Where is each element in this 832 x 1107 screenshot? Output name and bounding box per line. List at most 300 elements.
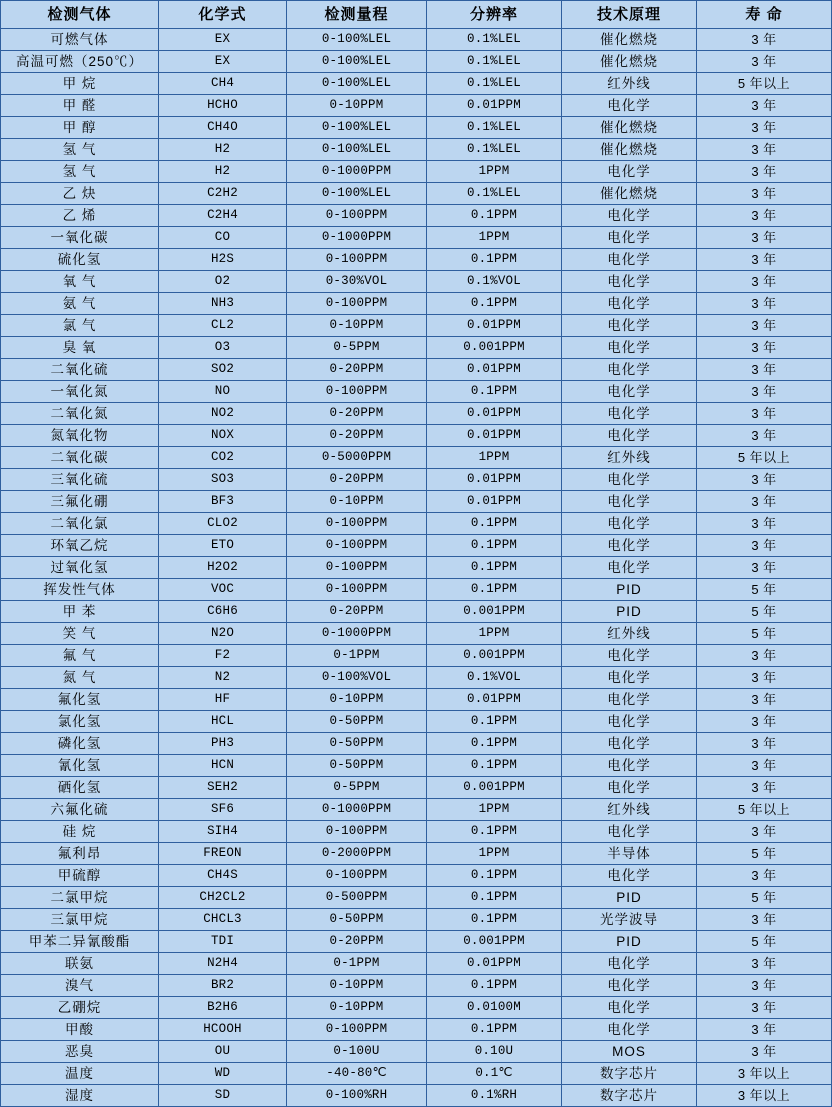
cell-formula: SEH2 xyxy=(159,777,287,799)
cell-range: 0-20PPM xyxy=(287,931,427,953)
cell-formula: CH2CL2 xyxy=(159,887,287,909)
cell-life: 5 年 xyxy=(697,931,832,953)
cell-gas: 甲 醇 xyxy=(1,117,159,139)
cell-range: 0-100%LEL xyxy=(287,183,427,205)
cell-principle: 电化学 xyxy=(562,359,697,381)
cell-resolution: 0.01PPM xyxy=(427,315,562,337)
cell-gas: 高温可燃（250℃） xyxy=(1,51,159,73)
cell-range: 0-2000PPM xyxy=(287,843,427,865)
cell-gas: 氰化氢 xyxy=(1,755,159,777)
cell-principle: 电化学 xyxy=(562,491,697,513)
table-row xyxy=(1,1041,832,1063)
cell-life: 5 年 xyxy=(697,623,832,645)
cell-life: 3 年 xyxy=(697,975,832,997)
cell-range: 0-100%LEL xyxy=(287,51,427,73)
cell-formula: H2 xyxy=(159,161,287,183)
cell-principle: 电化学 xyxy=(562,205,697,227)
cell-range: 0-1PPM xyxy=(287,953,427,975)
cell-range: 0-100%VOL xyxy=(287,667,427,689)
cell-range: 0-100PPM xyxy=(287,205,427,227)
cell-resolution: 0.0100M xyxy=(427,997,562,1019)
cell-formula: BR2 xyxy=(159,975,287,997)
cell-range: 0-10PPM xyxy=(287,997,427,1019)
cell-life: 3 年 xyxy=(697,425,832,447)
cell-resolution: 0.1%LEL xyxy=(427,51,562,73)
cell-life: 3 年 xyxy=(697,755,832,777)
cell-principle: 电化学 xyxy=(562,711,697,733)
table-row xyxy=(1,887,832,909)
cell-principle: 电化学 xyxy=(562,425,697,447)
cell-resolution: 0.1PPM xyxy=(427,909,562,931)
cell-principle: 电化学 xyxy=(562,953,697,975)
table-row xyxy=(1,689,832,711)
cell-resolution: 1PPM xyxy=(427,227,562,249)
cell-resolution: 1PPM xyxy=(427,447,562,469)
cell-formula: VOC xyxy=(159,579,287,601)
cell-principle: 催化燃烧 xyxy=(562,117,697,139)
cell-life: 5 年 xyxy=(697,887,832,909)
cell-formula: HCN xyxy=(159,755,287,777)
cell-formula: HCHO xyxy=(159,95,287,117)
cell-gas: 三氟化硼 xyxy=(1,491,159,513)
cell-resolution: 0.001PPM xyxy=(427,645,562,667)
cell-gas: 氧 气 xyxy=(1,271,159,293)
table-row xyxy=(1,645,832,667)
table-row xyxy=(1,997,832,1019)
cell-gas: 过氧化氢 xyxy=(1,557,159,579)
cell-resolution: 0.1PPM xyxy=(427,887,562,909)
table-row xyxy=(1,821,832,843)
cell-gas: 臭 氧 xyxy=(1,337,159,359)
table-header xyxy=(1,1,832,29)
cell-resolution: 0.1PPM xyxy=(427,205,562,227)
cell-range: 0-100%RH xyxy=(287,1085,427,1107)
cell-range: 0-100U xyxy=(287,1041,427,1063)
cell-principle: 催化燃烧 xyxy=(562,139,697,161)
cell-resolution: 0.1%VOL xyxy=(427,667,562,689)
cell-gas: 氢 气 xyxy=(1,161,159,183)
cell-resolution: 0.01PPM xyxy=(427,425,562,447)
cell-resolution: 0.1℃ xyxy=(427,1063,562,1085)
cell-formula: B2H6 xyxy=(159,997,287,1019)
cell-life: 3 年 xyxy=(697,777,832,799)
cell-range: 0-100PPM xyxy=(287,381,427,403)
cell-principle: 电化学 xyxy=(562,975,697,997)
cell-range: 0-50PPM xyxy=(287,909,427,931)
cell-resolution: 0.1%LEL xyxy=(427,139,562,161)
cell-formula: CL2 xyxy=(159,315,287,337)
cell-life: 3 年 xyxy=(697,315,832,337)
cell-resolution: 0.1PPM xyxy=(427,755,562,777)
cell-principle: 电化学 xyxy=(562,293,697,315)
cell-formula: CH4 xyxy=(159,73,287,95)
cell-life: 3 年 xyxy=(697,667,832,689)
table-row xyxy=(1,865,832,887)
cell-life: 3 年 xyxy=(697,95,832,117)
cell-gas: 笑 气 xyxy=(1,623,159,645)
cell-range: 0-10PPM xyxy=(287,95,427,117)
cell-formula: PH3 xyxy=(159,733,287,755)
table-row xyxy=(1,535,832,557)
cell-range: 0-100PPM xyxy=(287,293,427,315)
cell-gas: 甲 烷 xyxy=(1,73,159,95)
cell-range: 0-20PPM xyxy=(287,359,427,381)
column-header-resolution: 分辨率 xyxy=(427,1,562,29)
cell-principle: 电化学 xyxy=(562,557,697,579)
table-row xyxy=(1,249,832,271)
table-row xyxy=(1,777,832,799)
cell-formula: O2 xyxy=(159,271,287,293)
cell-life: 5 年 xyxy=(697,843,832,865)
cell-formula: N2 xyxy=(159,667,287,689)
cell-gas: 甲 苯 xyxy=(1,601,159,623)
cell-principle: 数字芯片 xyxy=(562,1063,697,1085)
cell-range: 0-10PPM xyxy=(287,975,427,997)
cell-principle: 电化学 xyxy=(562,315,697,337)
cell-resolution: 0.1PPM xyxy=(427,821,562,843)
cell-resolution: 0.1PPM xyxy=(427,381,562,403)
cell-life: 3 年 xyxy=(697,645,832,667)
cell-principle: 电化学 xyxy=(562,337,697,359)
cell-principle: 电化学 xyxy=(562,865,697,887)
table-row xyxy=(1,711,832,733)
cell-resolution: 0.1PPM xyxy=(427,711,562,733)
cell-life: 3 年 xyxy=(697,821,832,843)
table-row xyxy=(1,161,832,183)
cell-gas: 氟化氢 xyxy=(1,689,159,711)
cell-range: 0-100PPM xyxy=(287,1019,427,1041)
cell-life: 3 年 xyxy=(697,711,832,733)
cell-principle: 电化学 xyxy=(562,271,697,293)
cell-life: 3 年 xyxy=(697,117,832,139)
cell-resolution: 1PPM xyxy=(427,161,562,183)
table-row xyxy=(1,909,832,931)
cell-formula: TDI xyxy=(159,931,287,953)
cell-formula: SO3 xyxy=(159,469,287,491)
table-row xyxy=(1,667,832,689)
cell-range: 0-5PPM xyxy=(287,337,427,359)
cell-life: 3 年 xyxy=(697,513,832,535)
cell-gas: 二氯甲烷 xyxy=(1,887,159,909)
table-row xyxy=(1,975,832,997)
cell-gas: 联氨 xyxy=(1,953,159,975)
table-row xyxy=(1,579,832,601)
cell-principle: 电化学 xyxy=(562,403,697,425)
table-header-row xyxy=(1,1,832,29)
cell-gas: 甲酸 xyxy=(1,1019,159,1041)
cell-life: 5 年以上 xyxy=(697,73,832,95)
cell-gas: 硅 烷 xyxy=(1,821,159,843)
cell-range: 0-100PPM xyxy=(287,249,427,271)
cell-resolution: 0.001PPM xyxy=(427,601,562,623)
cell-principle: 光学波导 xyxy=(562,909,697,931)
column-header-principle: 技术原理 xyxy=(562,1,697,29)
cell-life: 3 年以上 xyxy=(697,1063,832,1085)
cell-formula: FREON xyxy=(159,843,287,865)
table-row xyxy=(1,95,832,117)
cell-resolution: 0.1%LEL xyxy=(427,73,562,95)
cell-life: 3 年 xyxy=(697,381,832,403)
cell-resolution: 0.1PPM xyxy=(427,557,562,579)
cell-resolution: 1PPM xyxy=(427,623,562,645)
cell-range: -40-80℃ xyxy=(287,1063,427,1085)
cell-life: 3 年 xyxy=(697,227,832,249)
cell-resolution: 0.1PPM xyxy=(427,513,562,535)
cell-principle: 电化学 xyxy=(562,645,697,667)
cell-life: 3 年 xyxy=(697,337,832,359)
table-row xyxy=(1,205,832,227)
cell-gas: 溴气 xyxy=(1,975,159,997)
cell-life: 3 年 xyxy=(697,557,832,579)
cell-gas: 二氧化碳 xyxy=(1,447,159,469)
cell-resolution: 0.1%RH xyxy=(427,1085,562,1107)
cell-gas: 二氧化氯 xyxy=(1,513,159,535)
cell-range: 0-1000PPM xyxy=(287,161,427,183)
cell-range: 0-20PPM xyxy=(287,601,427,623)
cell-life: 3 年 xyxy=(697,29,832,51)
table-row xyxy=(1,447,832,469)
cell-principle: 红外线 xyxy=(562,623,697,645)
cell-life: 3 年 xyxy=(697,293,832,315)
table-row xyxy=(1,183,832,205)
cell-formula: SD xyxy=(159,1085,287,1107)
cell-range: 0-100PPM xyxy=(287,513,427,535)
cell-principle: MOS xyxy=(562,1041,697,1063)
cell-range: 0-50PPM xyxy=(287,755,427,777)
cell-range: 0-5000PPM xyxy=(287,447,427,469)
cell-range: 0-50PPM xyxy=(287,733,427,755)
cell-principle: 数字芯片 xyxy=(562,1085,697,1107)
table-row xyxy=(1,843,832,865)
cell-resolution: 0.01PPM xyxy=(427,689,562,711)
cell-principle: 电化学 xyxy=(562,755,697,777)
cell-principle: 电化学 xyxy=(562,469,697,491)
cell-principle: 催化燃烧 xyxy=(562,183,697,205)
cell-gas: 氟利昂 xyxy=(1,843,159,865)
table-row xyxy=(1,139,832,161)
cell-gas: 环氧乙烷 xyxy=(1,535,159,557)
cell-principle: 催化燃烧 xyxy=(562,51,697,73)
table-row xyxy=(1,491,832,513)
cell-gas: 温度 xyxy=(1,1063,159,1085)
cell-life: 5 年以上 xyxy=(697,447,832,469)
cell-life: 3 年 xyxy=(697,733,832,755)
cell-range: 0-100%LEL xyxy=(287,73,427,95)
cell-gas: 氮 气 xyxy=(1,667,159,689)
cell-formula: H2 xyxy=(159,139,287,161)
cell-principle: 电化学 xyxy=(562,95,697,117)
table-row xyxy=(1,469,832,491)
cell-formula: NO xyxy=(159,381,287,403)
cell-principle: PID xyxy=(562,931,697,953)
cell-formula: HCOOH xyxy=(159,1019,287,1041)
cell-gas: 恶臭 xyxy=(1,1041,159,1063)
cell-gas: 一氧化氮 xyxy=(1,381,159,403)
cell-gas: 氮氧化物 xyxy=(1,425,159,447)
cell-range: 0-1PPM xyxy=(287,645,427,667)
cell-principle: 电化学 xyxy=(562,227,697,249)
table-row xyxy=(1,51,832,73)
cell-principle: 红外线 xyxy=(562,799,697,821)
cell-resolution: 0.1PPM xyxy=(427,249,562,271)
table-row xyxy=(1,799,832,821)
cell-principle: 红外线 xyxy=(562,73,697,95)
cell-range: 0-20PPM xyxy=(287,469,427,491)
cell-gas: 甲 醛 xyxy=(1,95,159,117)
cell-principle: 电化学 xyxy=(562,667,697,689)
cell-formula: ETO xyxy=(159,535,287,557)
cell-gas: 乙硼烷 xyxy=(1,997,159,1019)
cell-resolution: 0.001PPM xyxy=(427,931,562,953)
table-row xyxy=(1,73,832,95)
cell-life: 3 年 xyxy=(697,689,832,711)
cell-formula: NH3 xyxy=(159,293,287,315)
cell-formula: CH4O xyxy=(159,117,287,139)
table-row xyxy=(1,733,832,755)
cell-principle: 电化学 xyxy=(562,513,697,535)
cell-gas: 可燃气体 xyxy=(1,29,159,51)
cell-resolution: 0.001PPM xyxy=(427,777,562,799)
cell-resolution: 0.1PPM xyxy=(427,733,562,755)
cell-gas: 湿度 xyxy=(1,1085,159,1107)
cell-range: 0-20PPM xyxy=(287,403,427,425)
cell-formula: EX xyxy=(159,29,287,51)
column-header-range: 检测量程 xyxy=(287,1,427,29)
cell-range: 0-10PPM xyxy=(287,689,427,711)
cell-formula: OU xyxy=(159,1041,287,1063)
cell-formula: CO2 xyxy=(159,447,287,469)
cell-resolution: 0.01PPM xyxy=(427,953,562,975)
table-row xyxy=(1,1019,832,1041)
cell-resolution: 0.1%VOL xyxy=(427,271,562,293)
cell-range: 0-100%LEL xyxy=(287,139,427,161)
table-row xyxy=(1,953,832,975)
cell-life: 3 年 xyxy=(697,1041,832,1063)
column-header-formula: 化学式 xyxy=(159,1,287,29)
cell-range: 0-500PPM xyxy=(287,887,427,909)
cell-life: 3 年 xyxy=(697,161,832,183)
cell-life: 3 年以上 xyxy=(697,1085,832,1107)
cell-formula: CH4S xyxy=(159,865,287,887)
cell-life: 5 年以上 xyxy=(697,799,832,821)
cell-range: 0-50PPM xyxy=(287,711,427,733)
table-row xyxy=(1,425,832,447)
table-row xyxy=(1,117,832,139)
cell-life: 3 年 xyxy=(697,1019,832,1041)
cell-range: 0-1000PPM xyxy=(287,799,427,821)
table-row xyxy=(1,513,832,535)
cell-resolution: 0.10U xyxy=(427,1041,562,1063)
cell-gas: 挥发性气体 xyxy=(1,579,159,601)
cell-formula: O3 xyxy=(159,337,287,359)
cell-formula: NOX xyxy=(159,425,287,447)
cell-gas: 甲苯二异氰酸酯 xyxy=(1,931,159,953)
cell-life: 3 年 xyxy=(697,535,832,557)
cell-principle: 半导体 xyxy=(562,843,697,865)
cell-formula: CLO2 xyxy=(159,513,287,535)
cell-range: 0-100%LEL xyxy=(287,117,427,139)
cell-principle: 电化学 xyxy=(562,777,697,799)
cell-gas: 二氧化硫 xyxy=(1,359,159,381)
cell-gas: 氯 气 xyxy=(1,315,159,337)
cell-gas: 乙 烯 xyxy=(1,205,159,227)
cell-formula: SIH4 xyxy=(159,821,287,843)
table-row xyxy=(1,623,832,645)
cell-gas: 三氯甲烷 xyxy=(1,909,159,931)
cell-principle: 红外线 xyxy=(562,447,697,469)
cell-gas: 硫化氢 xyxy=(1,249,159,271)
cell-life: 3 年 xyxy=(697,469,832,491)
cell-principle: 电化学 xyxy=(562,535,697,557)
cell-range: 0-1000PPM xyxy=(287,227,427,249)
cell-resolution: 0.01PPM xyxy=(427,469,562,491)
cell-resolution: 0.1%LEL xyxy=(427,29,562,51)
table-row xyxy=(1,293,832,315)
cell-formula: NO2 xyxy=(159,403,287,425)
cell-life: 3 年 xyxy=(697,359,832,381)
cell-principle: 电化学 xyxy=(562,249,697,271)
table-row xyxy=(1,931,832,953)
cell-resolution: 0.1PPM xyxy=(427,535,562,557)
cell-range: 0-100%LEL xyxy=(287,29,427,51)
cell-principle: 电化学 xyxy=(562,689,697,711)
cell-resolution: 0.1PPM xyxy=(427,579,562,601)
table-row xyxy=(1,403,832,425)
table-row xyxy=(1,359,832,381)
cell-gas: 三氧化硫 xyxy=(1,469,159,491)
cell-range: 0-100PPM xyxy=(287,865,427,887)
cell-gas: 硒化氢 xyxy=(1,777,159,799)
cell-life: 3 年 xyxy=(697,953,832,975)
cell-gas: 一氧化碳 xyxy=(1,227,159,249)
cell-resolution: 0.1PPM xyxy=(427,865,562,887)
cell-principle: 电化学 xyxy=(562,821,697,843)
cell-life: 3 年 xyxy=(697,51,832,73)
cell-life: 3 年 xyxy=(697,205,832,227)
cell-life: 5 年 xyxy=(697,601,832,623)
cell-formula: SO2 xyxy=(159,359,287,381)
cell-principle: PID xyxy=(562,579,697,601)
cell-resolution: 1PPM xyxy=(427,843,562,865)
cell-range: 0-100PPM xyxy=(287,557,427,579)
cell-formula: N2O xyxy=(159,623,287,645)
cell-principle: 电化学 xyxy=(562,1019,697,1041)
cell-range: 0-20PPM xyxy=(287,425,427,447)
cell-range: 0-5PPM xyxy=(287,777,427,799)
cell-range: 0-1000PPM xyxy=(287,623,427,645)
cell-gas: 乙 炔 xyxy=(1,183,159,205)
table-row xyxy=(1,29,832,51)
cell-life: 3 年 xyxy=(697,865,832,887)
cell-life: 3 年 xyxy=(697,909,832,931)
cell-life: 3 年 xyxy=(697,183,832,205)
table-row xyxy=(1,1063,832,1085)
cell-life: 3 年 xyxy=(697,139,832,161)
table-row xyxy=(1,601,832,623)
cell-formula: N2H4 xyxy=(159,953,287,975)
table-row xyxy=(1,227,832,249)
cell-principle: 电化学 xyxy=(562,381,697,403)
column-header-life: 寿 命 xyxy=(697,1,832,29)
column-header-gas: 检测气体 xyxy=(1,1,159,29)
cell-formula: WD xyxy=(159,1063,287,1085)
cell-gas: 氨 气 xyxy=(1,293,159,315)
cell-formula: CO xyxy=(159,227,287,249)
cell-resolution: 0.01PPM xyxy=(427,491,562,513)
cell-range: 0-10PPM xyxy=(287,491,427,513)
cell-resolution: 0.001PPM xyxy=(427,337,562,359)
cell-formula: C2H2 xyxy=(159,183,287,205)
